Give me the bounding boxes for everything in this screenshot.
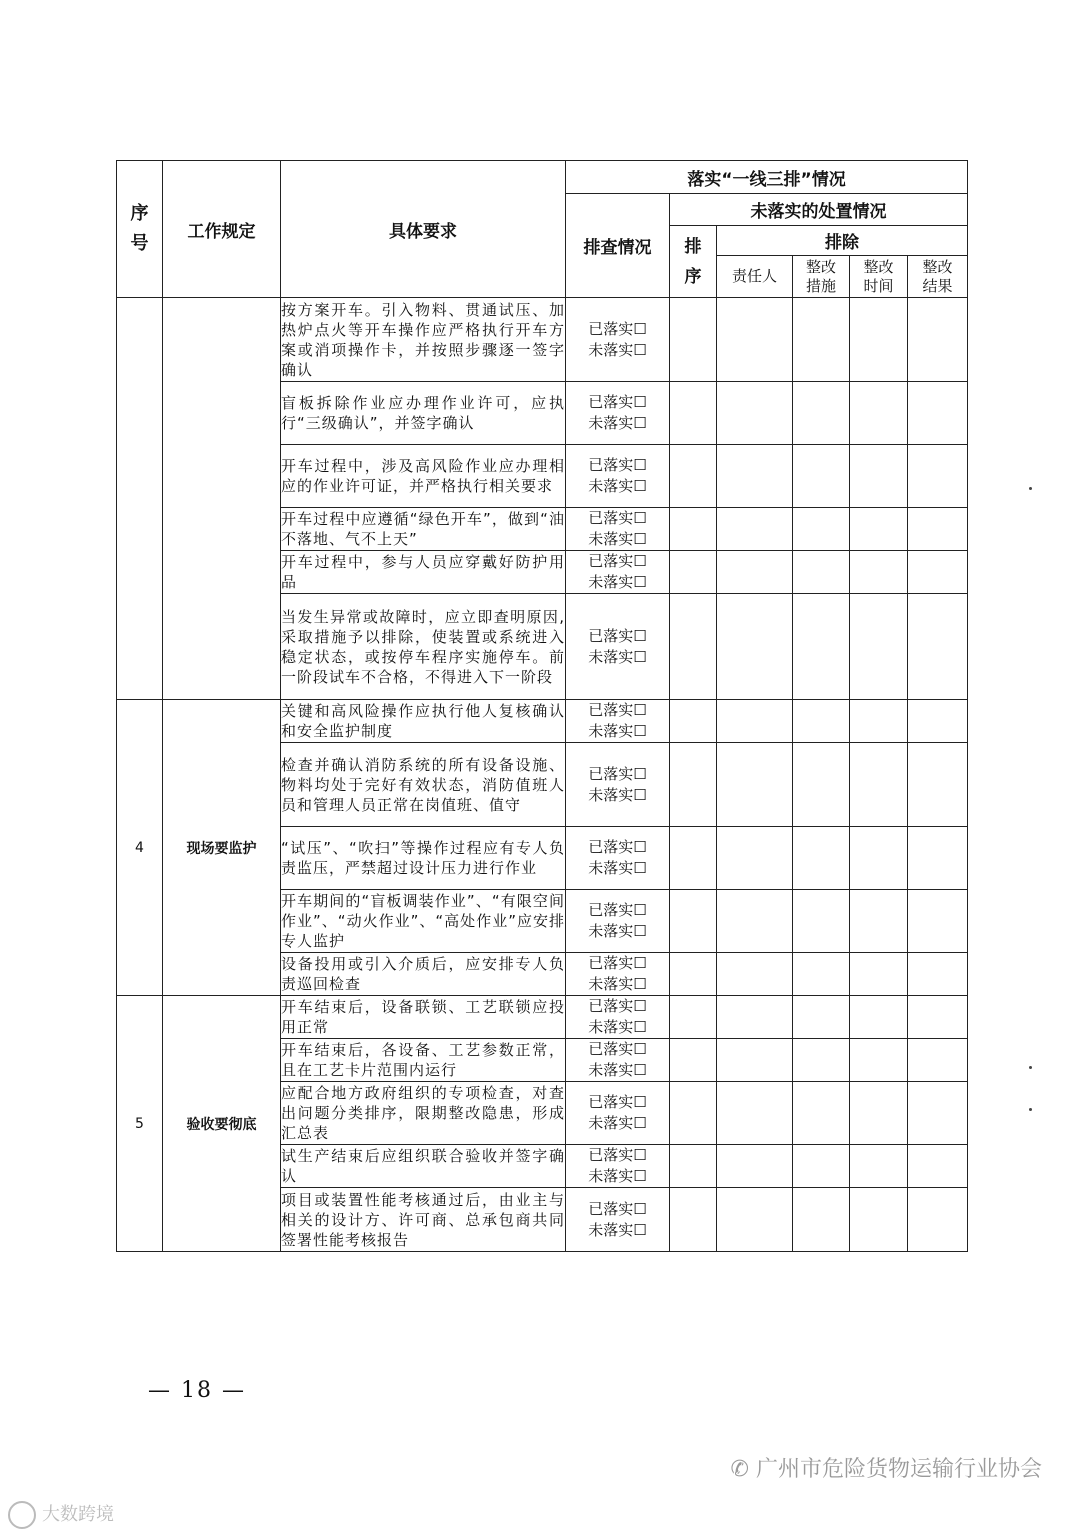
result-cell[interactable] xyxy=(908,1188,968,1252)
result-cell[interactable] xyxy=(908,743,968,827)
owner-cell[interactable] xyxy=(717,1082,793,1145)
requirement-cell: “试压”、“吹扫”等操作过程应有专人负责监压，严禁超过设计压力进行作业 xyxy=(281,827,566,890)
watermark-right-text: 广州市危险货物运输行业协会 xyxy=(755,1457,1042,1482)
row-seq: 4 xyxy=(117,700,163,996)
time-cell[interactable] xyxy=(850,953,908,996)
rank-cell[interactable] xyxy=(670,1039,717,1082)
result-cell[interactable] xyxy=(908,298,968,382)
result-cell[interactable] xyxy=(908,996,968,1039)
header-seq: 序号 xyxy=(117,161,163,298)
inspection-table xyxy=(116,160,968,1252)
measure-cell[interactable] xyxy=(793,382,850,445)
time-cell[interactable] xyxy=(850,700,908,743)
scan-mark xyxy=(1029,1066,1032,1069)
rank-cell[interactable] xyxy=(670,953,717,996)
status-checkbox-cell[interactable]: 已落实☐ 未落实☐ xyxy=(566,551,670,594)
header-unresolved: 未落实的处置情况 xyxy=(670,194,968,226)
time-cell[interactable] xyxy=(850,298,908,382)
table-header xyxy=(117,161,968,298)
rank-cell[interactable] xyxy=(670,445,717,508)
row-rule: 验收要彻底 xyxy=(163,996,281,1252)
row-rule xyxy=(163,298,281,700)
owner-cell[interactable] xyxy=(717,382,793,445)
requirement-cell: 当发生异常或故障时，应立即查明原因,采取措施予以排除，使装置或系统进入稳定状态，或按停车程序实施停车。前一阶段试车不合格，不得进入下一阶段 xyxy=(281,594,566,700)
rank-cell[interactable] xyxy=(670,551,717,594)
owner-cell[interactable] xyxy=(717,445,793,508)
time-cell[interactable] xyxy=(850,508,908,551)
scan-mark xyxy=(1029,1108,1032,1111)
requirement-cell: 开车过程中，涉及高风险作业应办理相应的作业许可证，并严格执行相关要求 xyxy=(281,445,566,508)
requirement-cell: 应配合地方政府组织的专项检查，对查出问题分类排序，限期整改隐患，形成汇总表 xyxy=(281,1082,566,1145)
time-cell[interactable] xyxy=(850,890,908,953)
owner-cell[interactable] xyxy=(717,1145,793,1188)
requirement-cell: 开车过程中应遵循“绿色开车”，做到“油不落地、气不上天” xyxy=(281,508,566,551)
row-rule: 现场要监护 xyxy=(163,700,281,996)
requirement-cell: 检查并确认消防系统的所有设备设施、物料均处于完好有效状态，消防值班人员和管理人员正常在岗值班、值守 xyxy=(281,743,566,827)
requirement-cell: 试生产结束后应组织联合验收并签字确认 xyxy=(281,1145,566,1188)
measure-cell[interactable] xyxy=(793,890,850,953)
header-time: 整改时间 xyxy=(850,256,908,298)
rank-cell[interactable] xyxy=(670,700,717,743)
rank-cell[interactable] xyxy=(670,1145,717,1188)
measure-cell[interactable] xyxy=(793,298,850,382)
scan-mark xyxy=(1029,487,1032,490)
measure-cell[interactable] xyxy=(793,996,850,1039)
header-rank: 排序 xyxy=(670,226,717,298)
owner-cell[interactable] xyxy=(717,1188,793,1252)
owner-cell[interactable] xyxy=(717,953,793,996)
measure-cell[interactable] xyxy=(793,1039,850,1082)
result-cell[interactable] xyxy=(908,953,968,996)
result-cell[interactable] xyxy=(908,551,968,594)
result-cell[interactable] xyxy=(908,382,968,445)
watermark-left-text: 大数跨境 xyxy=(42,1504,114,1525)
result-cell[interactable] xyxy=(908,827,968,890)
rank-cell[interactable] xyxy=(670,508,717,551)
status-checkbox-cell[interactable]: 已落实☐ 未落实☐ xyxy=(566,700,670,743)
status-checkbox-cell[interactable]: 已落实☐ 未落实☐ xyxy=(566,298,670,382)
measure-cell[interactable] xyxy=(793,1145,850,1188)
rank-cell[interactable] xyxy=(670,996,717,1039)
status-checkbox-cell[interactable]: 已落实☐ 未落实☐ xyxy=(566,1039,670,1082)
result-cell[interactable] xyxy=(908,594,968,700)
wechat-icon: ✆ xyxy=(730,1457,756,1482)
measure-cell[interactable] xyxy=(793,743,850,827)
owner-cell[interactable] xyxy=(717,827,793,890)
header-requirement: 具体要求 xyxy=(281,161,566,298)
status-checkbox-cell[interactable]: 已落实☐ 未落实☐ xyxy=(566,743,670,827)
measure-cell[interactable] xyxy=(793,827,850,890)
measure-cell[interactable] xyxy=(793,1082,850,1145)
time-cell[interactable] xyxy=(850,1039,908,1082)
result-cell[interactable] xyxy=(908,700,968,743)
requirement-cell: 设备投用或引入介质后，应安排专人负责巡回检查 xyxy=(281,953,566,996)
status-checkbox-cell[interactable]: 已落实☐ 未落实☐ xyxy=(566,445,670,508)
owner-cell[interactable] xyxy=(717,298,793,382)
status-checkbox-cell[interactable]: 已落实☐ 未落实☐ xyxy=(566,996,670,1039)
header-eliminate: 排除 xyxy=(717,226,968,256)
row-seq xyxy=(117,298,163,700)
header-implementation: 落实“一线三排”情况 xyxy=(566,161,968,194)
measure-cell[interactable] xyxy=(793,1188,850,1252)
measure-cell[interactable] xyxy=(793,594,850,700)
header-owner: 责任人 xyxy=(717,256,793,298)
time-cell[interactable] xyxy=(850,594,908,700)
measure-cell[interactable] xyxy=(793,700,850,743)
result-cell[interactable] xyxy=(908,890,968,953)
owner-cell[interactable] xyxy=(717,890,793,953)
row-seq: 5 xyxy=(117,996,163,1252)
time-cell[interactable] xyxy=(850,445,908,508)
owner-cell[interactable] xyxy=(717,508,793,551)
result-cell[interactable] xyxy=(908,1082,968,1145)
time-cell[interactable] xyxy=(850,743,908,827)
time-cell[interactable] xyxy=(850,1082,908,1145)
table-body xyxy=(117,298,968,1252)
time-cell[interactable] xyxy=(850,827,908,890)
header-rule: 工作规定 xyxy=(163,161,281,298)
rank-cell[interactable] xyxy=(670,827,717,890)
owner-cell[interactable] xyxy=(717,551,793,594)
rank-cell[interactable] xyxy=(670,743,717,827)
header-result: 整改结果 xyxy=(908,256,968,298)
watermark-right xyxy=(731,1452,1042,1483)
status-checkbox-cell[interactable]: 已落实☐ 未落实☐ xyxy=(566,382,670,445)
page-number: — 18 — xyxy=(148,1378,246,1403)
rank-cell[interactable] xyxy=(670,1082,717,1145)
watermark-left xyxy=(8,1500,114,1529)
status-checkbox-cell[interactable]: 已落实☐ 未落实☐ xyxy=(566,594,670,700)
status-checkbox-cell[interactable]: 已落实☐ 未落实☐ xyxy=(566,1145,670,1188)
rank-cell[interactable] xyxy=(670,298,717,382)
header-check: 排查情况 xyxy=(566,194,670,298)
time-cell[interactable] xyxy=(850,996,908,1039)
result-cell[interactable] xyxy=(908,1039,968,1082)
requirement-cell: 按方案开车。引入物料、贯通试压、加热炉点火等开车操作应严格执行开车方案或消项操作卡，并按照步骤逐一签字确认 xyxy=(281,298,566,382)
requirement-cell: 关键和高风险操作应执行他人复核确认和安全监护制度 xyxy=(281,700,566,743)
table-row xyxy=(117,996,968,1039)
time-cell[interactable] xyxy=(850,1188,908,1252)
time-cell[interactable] xyxy=(850,1145,908,1188)
owner-cell[interactable] xyxy=(717,594,793,700)
rank-cell[interactable] xyxy=(670,1188,717,1252)
measure-cell[interactable] xyxy=(793,508,850,551)
rank-cell[interactable] xyxy=(670,382,717,445)
status-checkbox-cell[interactable]: 已落实☐ 未落实☐ xyxy=(566,827,670,890)
result-cell[interactable] xyxy=(908,1145,968,1188)
header-measure: 整改措施 xyxy=(793,256,850,298)
result-cell[interactable] xyxy=(908,445,968,508)
status-checkbox-cell[interactable]: 已落实☐ 未落实☐ xyxy=(566,890,670,953)
measure-cell[interactable] xyxy=(793,445,850,508)
status-checkbox-cell[interactable]: 已落实☐ 未落实☐ xyxy=(566,1188,670,1252)
status-checkbox-cell[interactable]: 已落实☐ 未落实☐ xyxy=(566,1082,670,1145)
measure-cell[interactable] xyxy=(793,551,850,594)
requirement-cell: 开车结束后，各设备、工艺参数正常，且在工艺卡片范围内运行 xyxy=(281,1039,566,1082)
rank-cell[interactable] xyxy=(670,594,717,700)
status-checkbox-cell[interactable]: 已落实☐ 未落实☐ xyxy=(566,953,670,996)
watermark-logo-icon xyxy=(8,1501,36,1529)
table-row xyxy=(117,700,968,743)
owner-cell[interactable] xyxy=(717,700,793,743)
status-checkbox-cell[interactable]: 已落实☐ 未落实☐ xyxy=(566,508,670,551)
owner-cell[interactable] xyxy=(717,743,793,827)
time-cell[interactable] xyxy=(850,551,908,594)
requirement-cell: 项目或装置性能考核通过后，由业主与相关的设计方、许可商、总承包商共同签署性能考核报告 xyxy=(281,1188,566,1252)
requirement-cell: 开车过程中，参与人员应穿戴好防护用品 xyxy=(281,551,566,594)
owner-cell[interactable] xyxy=(717,1039,793,1082)
requirement-cell: 开车期间的“盲板调装作业”、“有限空间作业”、“动火作业”、“高处作业”应安排专人监护 xyxy=(281,890,566,953)
rank-cell[interactable] xyxy=(670,890,717,953)
table-row xyxy=(117,298,968,382)
requirement-cell: 盲板拆除作业应办理作业许可，应执行“三级确认”，并签字确认 xyxy=(281,382,566,445)
measure-cell[interactable] xyxy=(793,953,850,996)
result-cell[interactable] xyxy=(908,508,968,551)
owner-cell[interactable] xyxy=(717,996,793,1039)
requirement-cell: 开车结束后，设备联锁、工艺联锁应投用正常 xyxy=(281,996,566,1039)
time-cell[interactable] xyxy=(850,382,908,445)
